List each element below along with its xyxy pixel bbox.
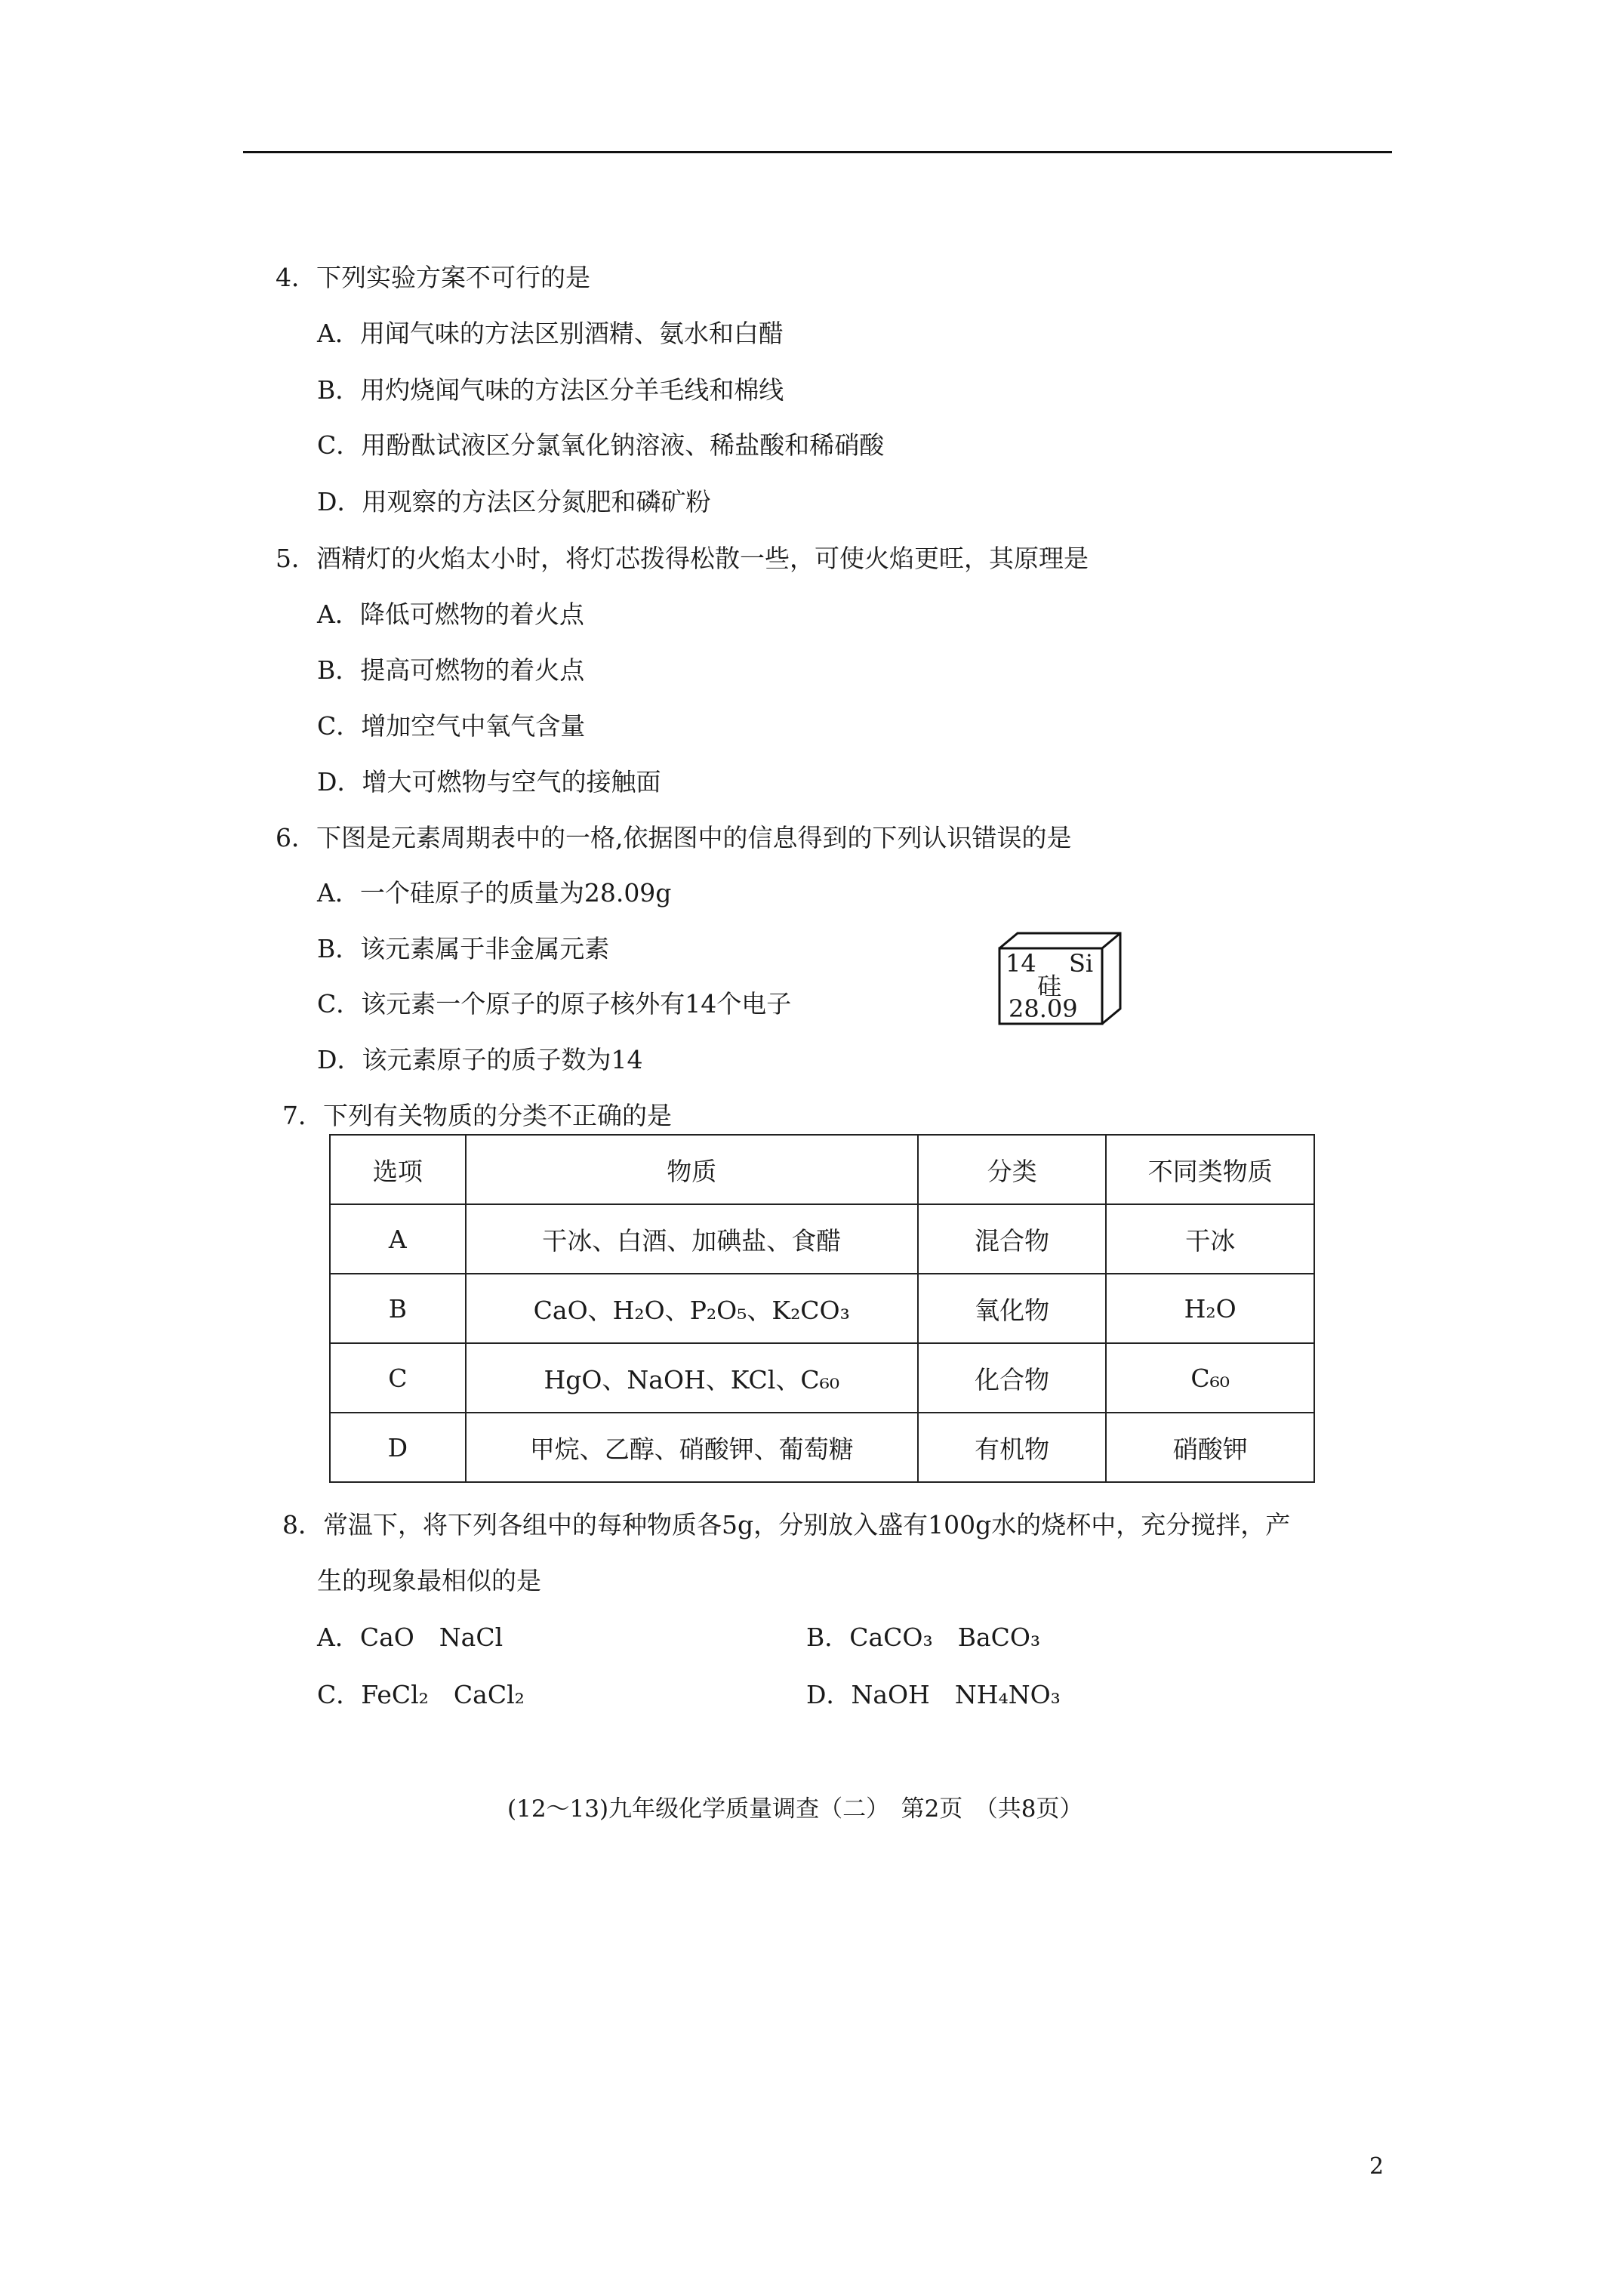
- question-6-option-b: B．该元素属于非金属元素: [317, 934, 610, 963]
- question-6-option-a: A．一个硅原子的质量为28.09g: [317, 878, 672, 908]
- table-cell: D: [330, 1413, 466, 1482]
- table-row: [330, 1274, 1314, 1343]
- table-row: [330, 1343, 1314, 1413]
- classification-table: [329, 1134, 1315, 1483]
- element-symbol: Si: [1069, 949, 1094, 978]
- header-rule: [243, 151, 1392, 153]
- question-8-stem: 8．常温下，将下列各组中的每种物质各5g，分别放入盛有100g水的烧杯中，充分搅拌，产: [282, 1510, 1291, 1539]
- table-row: [330, 1204, 1314, 1274]
- question-8-option-d: D．NaOH NH₄NO₃: [806, 1680, 1061, 1709]
- question-4-option-c: C．用酚酞试液区分氯氧化钠溶液、稀盐酸和稀硝酸: [317, 430, 885, 460]
- question-4-option-d: D．用观察的方法区分氮肥和磷矿粉: [317, 487, 711, 516]
- question-4-option-a: A．用闻气味的方法区别酒精、氨水和白醋: [317, 319, 784, 348]
- header-substance: 物质: [466, 1135, 918, 1204]
- question-5-option-b: B．提高可燃物的着火点: [317, 655, 585, 685]
- table-cell: 化合物: [918, 1343, 1107, 1413]
- question-8-option-c: C．FeCl₂ CaCl₂: [317, 1680, 525, 1709]
- table-cell: C₆₀: [1106, 1343, 1314, 1413]
- table-cell: 甲烷、乙醇、硝酸钾、葡萄糖: [466, 1413, 918, 1482]
- table-cell: 硝酸钾: [1106, 1413, 1314, 1482]
- question-5-option-a: A．降低可燃物的着火点: [317, 599, 584, 629]
- question-6-option-c: C．该元素一个原子的原子核外有14个电子: [317, 989, 792, 1019]
- question-8-option-b: B．CaCO₃ BaCO₃: [806, 1623, 1041, 1652]
- header-odd-one: 不同类物质: [1106, 1135, 1314, 1204]
- question-4-option-b: B．用灼烧闻气味的方法区分羊毛线和棉线: [317, 375, 784, 405]
- table-cell: 干冰: [1106, 1204, 1314, 1274]
- question-5-option-d: D．增大可燃物与空气的接触面: [317, 767, 661, 797]
- table-cell: HgO、NaOH、KCl、C₆₀: [466, 1343, 918, 1413]
- atomic-number: 14: [1006, 949, 1036, 978]
- periodic-table-cell: [996, 930, 1132, 1021]
- question-8-stem-continued: 生的现象最相似的是: [317, 1566, 541, 1595]
- table-cell: 混合物: [918, 1204, 1107, 1274]
- question-6-option-d: D．该元素原子的质子数为14: [317, 1045, 643, 1074]
- question-5-option-c: C．增加空气中氧气含量: [317, 711, 586, 741]
- page-number: 2: [1369, 2153, 1384, 2180]
- page-footer: (12～13)九年级化学质量调查（二） 第2页 （共8页）: [507, 1795, 1083, 1823]
- table-cell: 有机物: [918, 1413, 1107, 1482]
- element-name: 硅: [1037, 972, 1062, 1000]
- table-row: [330, 1413, 1314, 1482]
- table-cell: 干冰、白酒、加碘盐、食醋: [466, 1204, 918, 1274]
- header-category: 分类: [918, 1135, 1107, 1204]
- header-option: 选项: [330, 1135, 466, 1204]
- table-cell: B: [330, 1274, 466, 1343]
- table-cell: A: [330, 1204, 466, 1274]
- table-cell: H₂O: [1106, 1274, 1314, 1343]
- question-7-stem: 7．下列有关物质的分类不正确的是: [282, 1101, 672, 1130]
- table-header-row: [330, 1135, 1314, 1204]
- table-cell: CaO、H₂O、P₂O₅、K₂CO₃: [466, 1274, 918, 1343]
- question-5-stem: 5．酒精灯的火焰太小时，将灯芯拨得松散一些，可使火焰更旺，其原理是: [276, 544, 1089, 573]
- table-cell: 氧化物: [918, 1274, 1107, 1343]
- question-4-stem: 4．下列实验方案不可行的是: [276, 263, 590, 292]
- question-6-stem: 6．下图是元素周期表中的一格,依据图中的信息得到的下列认识错误的是: [276, 823, 1072, 852]
- table-cell: C: [330, 1343, 466, 1413]
- question-8-option-a: A．CaO NaCl: [317, 1623, 504, 1652]
- atomic-mass: 28.09: [1009, 994, 1078, 1023]
